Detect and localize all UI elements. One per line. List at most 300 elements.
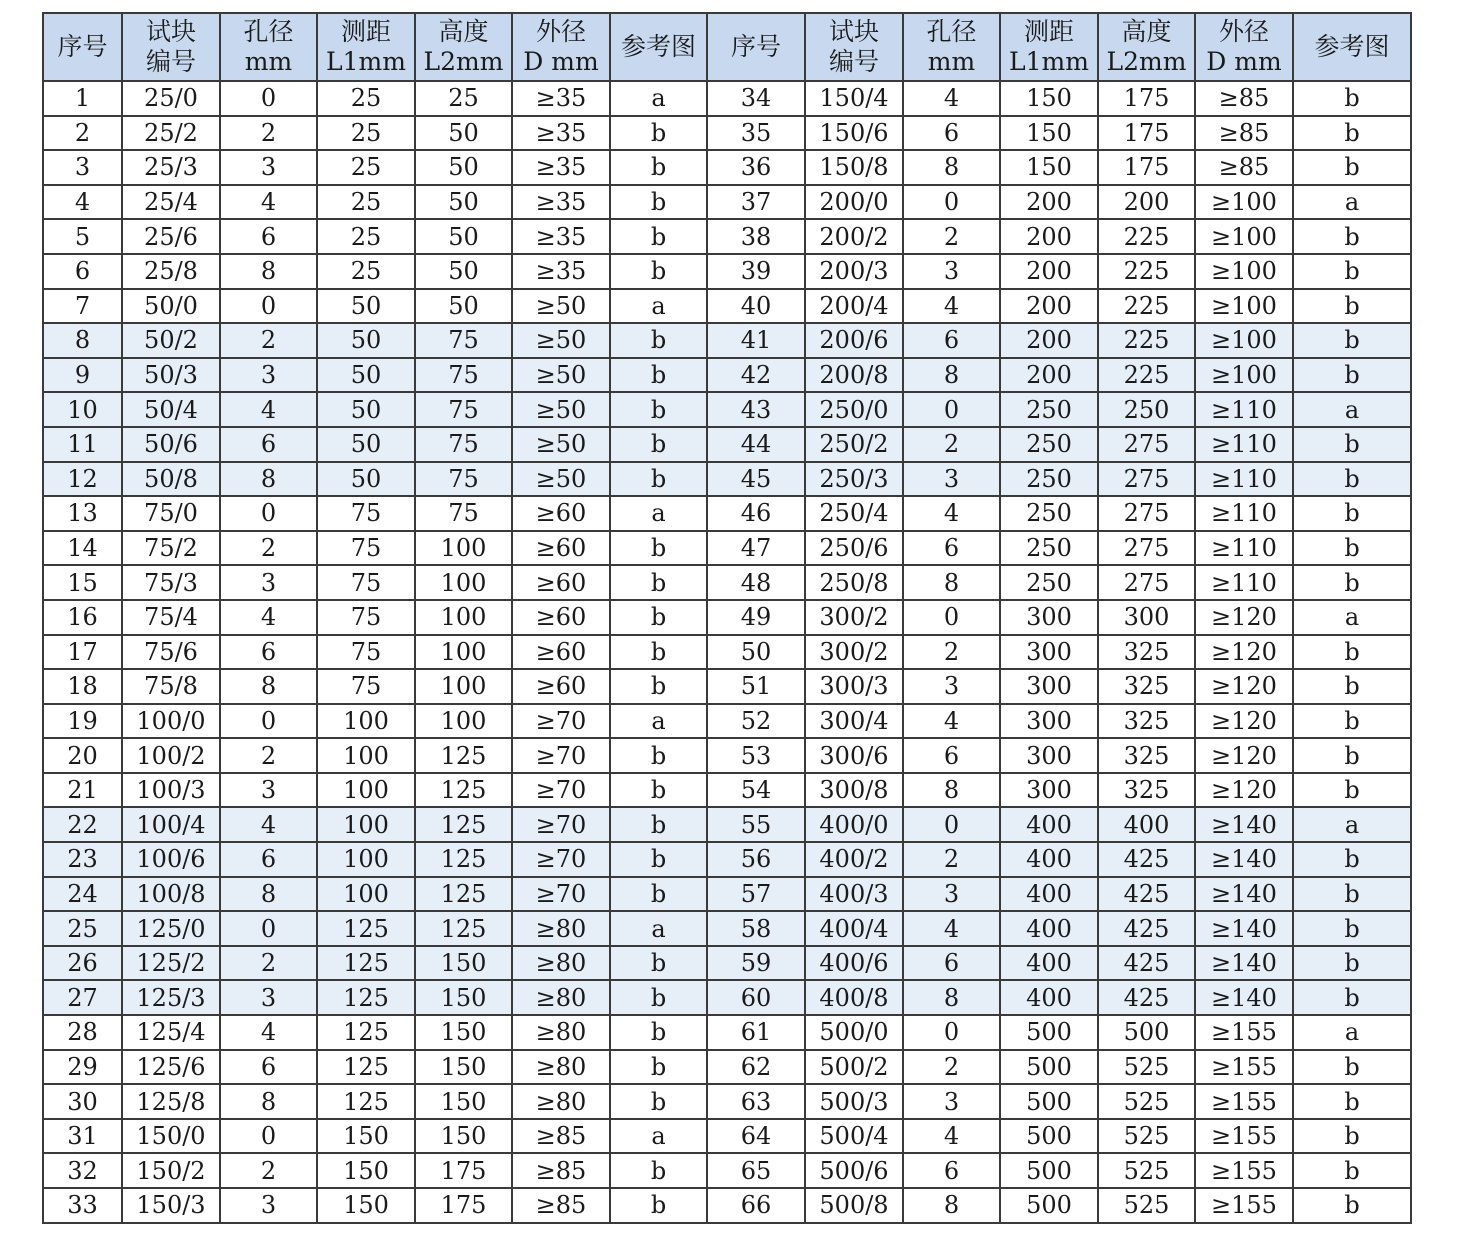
table-row <box>43 669 1411 704</box>
cell-hole-dia: 4 <box>220 185 317 220</box>
cell-ref-fig: b <box>610 1084 707 1119</box>
cell-seq: 53 <box>707 738 805 773</box>
header-label: L2mm <box>423 47 504 76</box>
header-l2-right <box>1098 13 1195 81</box>
cell-seq: 5 <box>43 219 122 254</box>
cell-block-id: 200/4 <box>805 289 903 324</box>
cell-seq: 6 <box>43 254 122 289</box>
cell-hole-dia: 2 <box>903 1050 1000 1085</box>
cell-hole-dia: 8 <box>220 669 317 704</box>
cell-l2: 525 <box>1098 1153 1195 1188</box>
cell-l1: 50 <box>317 392 415 427</box>
cell-outer-dia: ≥80 <box>512 911 610 946</box>
cell-hole-dia: 6 <box>903 323 1000 358</box>
cell-outer-dia: ≥50 <box>512 323 610 358</box>
cell-outer-dia: ≥85 <box>512 1153 610 1188</box>
cell-l2: 75 <box>415 392 512 427</box>
cell-outer-dia: ≥70 <box>512 738 610 773</box>
cell-block-id: 400/2 <box>805 842 903 877</box>
cell-hole-dia: 2 <box>220 531 317 566</box>
cell-outer-dia: ≥120 <box>1195 669 1293 704</box>
cell-l2: 75 <box>415 358 512 393</box>
cell-ref-fig: b <box>610 462 707 497</box>
cell-l1: 400 <box>1000 911 1098 946</box>
table-row <box>43 392 1411 427</box>
table-header <box>43 13 1411 81</box>
cell-block-id: 300/2 <box>805 600 903 635</box>
cell-l2: 275 <box>1098 565 1195 600</box>
cell-l1: 150 <box>1000 81 1098 116</box>
cell-ref-fig: b <box>1293 911 1411 946</box>
cell-ref-fig: b <box>1293 669 1411 704</box>
cell-block-id: 25/3 <box>122 150 220 185</box>
cell-ref-fig: b <box>610 392 707 427</box>
cell-l1: 100 <box>317 807 415 842</box>
cell-block-id: 125/6 <box>122 1050 220 1085</box>
cell-block-id: 250/3 <box>805 462 903 497</box>
cell-l2: 175 <box>1098 81 1195 116</box>
cell-l1: 500 <box>1000 1153 1098 1188</box>
cell-seq: 64 <box>707 1119 805 1154</box>
cell-seq: 61 <box>707 1015 805 1050</box>
table-row <box>43 635 1411 670</box>
header-l2-left <box>415 13 512 81</box>
table-row <box>43 531 1411 566</box>
cell-l2: 100 <box>415 565 512 600</box>
cell-hole-dia: 4 <box>903 496 1000 531</box>
cell-outer-dia: ≥50 <box>512 289 610 324</box>
cell-ref-fig: b <box>1293 1153 1411 1188</box>
cell-hole-dia: 0 <box>220 81 317 116</box>
cell-l2: 525 <box>1098 1119 1195 1154</box>
header-label: 编号 <box>828 47 879 76</box>
cell-l2: 325 <box>1098 773 1195 808</box>
cell-seq: 15 <box>43 565 122 600</box>
cell-ref-fig: b <box>1293 81 1411 116</box>
cell-outer-dia: ≥100 <box>1195 323 1293 358</box>
cell-seq: 34 <box>707 81 805 116</box>
table-row <box>43 323 1411 358</box>
cell-ref-fig: b <box>1293 1050 1411 1085</box>
cell-hole-dia: 0 <box>903 600 1000 635</box>
table-row <box>43 185 1411 220</box>
cell-seq: 20 <box>43 738 122 773</box>
table-row <box>43 946 1411 981</box>
cell-hole-dia: 4 <box>903 81 1000 116</box>
cell-l1: 125 <box>317 1050 415 1085</box>
cell-ref-fig: b <box>1293 773 1411 808</box>
cell-seq: 16 <box>43 600 122 635</box>
cell-l2: 325 <box>1098 738 1195 773</box>
cell-outer-dia: ≥80 <box>512 1015 610 1050</box>
cell-l1: 500 <box>1000 1188 1098 1223</box>
cell-outer-dia: ≥50 <box>512 462 610 497</box>
cell-block-id: 25/2 <box>122 116 220 151</box>
cell-outer-dia: ≥140 <box>1195 911 1293 946</box>
cell-hole-dia: 3 <box>220 1188 317 1223</box>
cell-block-id: 300/4 <box>805 704 903 739</box>
cell-block-id: 400/6 <box>805 946 903 981</box>
header-outer-dia-right <box>1195 13 1293 81</box>
cell-hole-dia: 6 <box>903 531 1000 566</box>
cell-outer-dia: ≥70 <box>512 807 610 842</box>
cell-seq: 58 <box>707 911 805 946</box>
table-row <box>43 1153 1411 1188</box>
cell-hole-dia: 0 <box>903 807 1000 842</box>
cell-block-id: 150/8 <box>805 150 903 185</box>
cell-hole-dia: 0 <box>220 911 317 946</box>
cell-seq: 17 <box>43 635 122 670</box>
cell-l2: 50 <box>415 219 512 254</box>
cell-l2: 325 <box>1098 704 1195 739</box>
cell-ref-fig: a <box>610 704 707 739</box>
cell-seq: 9 <box>43 358 122 393</box>
cell-l2: 25 <box>415 81 512 116</box>
cell-l1: 500 <box>1000 1050 1098 1085</box>
table-row <box>43 704 1411 739</box>
cell-hole-dia: 8 <box>903 980 1000 1015</box>
cell-block-id: 400/3 <box>805 877 903 912</box>
cell-ref-fig: b <box>610 116 707 151</box>
cell-l1: 200 <box>1000 289 1098 324</box>
cell-seq: 42 <box>707 358 805 393</box>
cell-l1: 50 <box>317 358 415 393</box>
cell-seq: 62 <box>707 1050 805 1085</box>
cell-outer-dia: ≥155 <box>1195 1153 1293 1188</box>
header-label: 外径 <box>535 17 586 46</box>
cell-seq: 38 <box>707 219 805 254</box>
cell-block-id: 500/4 <box>805 1119 903 1154</box>
cell-block-id: 300/2 <box>805 635 903 670</box>
cell-l2: 300 <box>1098 600 1195 635</box>
cell-outer-dia: ≥60 <box>512 635 610 670</box>
cell-l1: 250 <box>1000 531 1098 566</box>
cell-l2: 50 <box>415 116 512 151</box>
cell-l1: 500 <box>1000 1015 1098 1050</box>
cell-l1: 400 <box>1000 842 1098 877</box>
cell-block-id: 150/4 <box>805 81 903 116</box>
table-row <box>43 877 1411 912</box>
cell-l1: 50 <box>317 462 415 497</box>
header-ref-fig-left <box>610 13 707 81</box>
cell-hole-dia: 6 <box>903 738 1000 773</box>
table-row <box>43 565 1411 600</box>
cell-block-id: 50/0 <box>122 289 220 324</box>
cell-l2: 150 <box>415 1050 512 1085</box>
cell-l1: 250 <box>1000 462 1098 497</box>
cell-outer-dia: ≥85 <box>1195 150 1293 185</box>
cell-l2: 225 <box>1098 254 1195 289</box>
cell-seq: 14 <box>43 531 122 566</box>
cell-seq: 56 <box>707 842 805 877</box>
cell-l1: 25 <box>317 219 415 254</box>
cell-seq: 43 <box>707 392 805 427</box>
cell-outer-dia: ≥85 <box>1195 116 1293 151</box>
cell-l1: 50 <box>317 427 415 462</box>
table-row <box>43 807 1411 842</box>
cell-block-id: 75/3 <box>122 565 220 600</box>
cell-hole-dia: 3 <box>220 150 317 185</box>
cell-outer-dia: ≥155 <box>1195 1050 1293 1085</box>
cell-outer-dia: ≥70 <box>512 842 610 877</box>
cell-ref-fig: b <box>610 219 707 254</box>
cell-l2: 525 <box>1098 1050 1195 1085</box>
cell-seq: 48 <box>707 565 805 600</box>
cell-block-id: 75/8 <box>122 669 220 704</box>
table-row <box>43 1119 1411 1154</box>
cell-ref-fig: b <box>610 773 707 808</box>
cell-block-id: 125/8 <box>122 1084 220 1119</box>
cell-outer-dia: ≥120 <box>1195 600 1293 635</box>
cell-ref-fig: b <box>610 980 707 1015</box>
header-label: L2mm <box>1106 47 1187 76</box>
header-label: 参考图 <box>1314 32 1390 61</box>
cell-seq: 26 <box>43 946 122 981</box>
cell-seq: 10 <box>43 392 122 427</box>
cell-hole-dia: 2 <box>903 842 1000 877</box>
cell-l2: 425 <box>1098 980 1195 1015</box>
cell-seq: 25 <box>43 911 122 946</box>
header-l1-right <box>1000 13 1098 81</box>
cell-seq: 41 <box>707 323 805 358</box>
cell-outer-dia: ≥100 <box>1195 219 1293 254</box>
cell-l2: 125 <box>415 842 512 877</box>
cell-l2: 175 <box>415 1153 512 1188</box>
cell-seq: 31 <box>43 1119 122 1154</box>
header-label: 外径 <box>1218 17 1269 46</box>
cell-seq: 4 <box>43 185 122 220</box>
cell-hole-dia: 3 <box>903 1084 1000 1119</box>
cell-l2: 225 <box>1098 289 1195 324</box>
test-block-table <box>42 12 1412 1224</box>
cell-block-id: 50/2 <box>122 323 220 358</box>
cell-l2: 125 <box>415 738 512 773</box>
cell-seq: 47 <box>707 531 805 566</box>
cell-block-id: 400/8 <box>805 980 903 1015</box>
cell-outer-dia: ≥155 <box>1195 1015 1293 1050</box>
cell-hole-dia: 4 <box>220 392 317 427</box>
cell-hole-dia: 0 <box>220 289 317 324</box>
cell-l1: 150 <box>317 1153 415 1188</box>
cell-l2: 50 <box>415 185 512 220</box>
header-label: D mm <box>1206 47 1282 76</box>
cell-l1: 200 <box>1000 358 1098 393</box>
cell-ref-fig: b <box>1293 704 1411 739</box>
cell-hole-dia: 0 <box>220 496 317 531</box>
cell-outer-dia: ≥35 <box>512 219 610 254</box>
cell-hole-dia: 8 <box>903 1188 1000 1223</box>
cell-outer-dia: ≥80 <box>512 1084 610 1119</box>
cell-l2: 75 <box>415 427 512 462</box>
cell-hole-dia: 0 <box>220 1119 317 1154</box>
cell-seq: 18 <box>43 669 122 704</box>
cell-outer-dia: ≥85 <box>512 1188 610 1223</box>
header-l1-left <box>317 13 415 81</box>
cell-seq: 23 <box>43 842 122 877</box>
cell-seq: 63 <box>707 1084 805 1119</box>
cell-block-id: 25/0 <box>122 81 220 116</box>
cell-outer-dia: ≥140 <box>1195 946 1293 981</box>
cell-hole-dia: 8 <box>220 1084 317 1119</box>
cell-hole-dia: 3 <box>903 254 1000 289</box>
cell-l2: 100 <box>415 600 512 635</box>
cell-seq: 3 <box>43 150 122 185</box>
cell-ref-fig: b <box>610 323 707 358</box>
cell-l2: 150 <box>415 980 512 1015</box>
cell-hole-dia: 6 <box>220 842 317 877</box>
cell-block-id: 500/8 <box>805 1188 903 1223</box>
table-row <box>43 980 1411 1015</box>
cell-outer-dia: ≥140 <box>1195 980 1293 1015</box>
header-label: 序号 <box>57 32 108 61</box>
header-label: 测距 <box>1023 17 1074 46</box>
header-label: 参考图 <box>620 32 696 61</box>
header-label: mm <box>244 47 293 76</box>
cell-hole-dia: 2 <box>220 323 317 358</box>
cell-ref-fig: b <box>1293 116 1411 151</box>
cell-hole-dia: 6 <box>903 1153 1000 1188</box>
header-label: L1mm <box>1009 47 1089 76</box>
header-label: L1mm <box>326 47 406 76</box>
cell-block-id: 25/8 <box>122 254 220 289</box>
table-row <box>43 1084 1411 1119</box>
cell-hole-dia: 3 <box>903 462 1000 497</box>
table-body <box>43 81 1411 1223</box>
table-row <box>43 911 1411 946</box>
cell-hole-dia: 0 <box>903 185 1000 220</box>
cell-hole-dia: 3 <box>220 565 317 600</box>
cell-seq: 13 <box>43 496 122 531</box>
header-seq-left <box>43 13 122 81</box>
cell-seq: 27 <box>43 980 122 1015</box>
cell-l1: 125 <box>317 980 415 1015</box>
cell-ref-fig: b <box>1293 462 1411 497</box>
cell-l2: 100 <box>415 704 512 739</box>
cell-outer-dia: ≥50 <box>512 358 610 393</box>
cell-block-id: 125/3 <box>122 980 220 1015</box>
cell-l1: 125 <box>317 946 415 981</box>
cell-ref-fig: b <box>610 669 707 704</box>
cell-seq: 7 <box>43 289 122 324</box>
cell-ref-fig: b <box>610 427 707 462</box>
cell-l1: 150 <box>1000 116 1098 151</box>
cell-block-id: 200/2 <box>805 219 903 254</box>
cell-l2: 75 <box>415 462 512 497</box>
cell-l1: 400 <box>1000 807 1098 842</box>
cell-block-id: 300/3 <box>805 669 903 704</box>
cell-hole-dia: 2 <box>220 116 317 151</box>
cell-outer-dia: ≥35 <box>512 150 610 185</box>
cell-l2: 75 <box>415 496 512 531</box>
cell-ref-fig: a <box>1293 392 1411 427</box>
cell-block-id: 150/3 <box>122 1188 220 1223</box>
cell-l1: 100 <box>317 877 415 912</box>
cell-ref-fig: b <box>610 738 707 773</box>
table-row <box>43 842 1411 877</box>
cell-seq: 2 <box>43 116 122 151</box>
table-row <box>43 358 1411 393</box>
cell-seq: 55 <box>707 807 805 842</box>
cell-l2: 425 <box>1098 877 1195 912</box>
cell-l1: 25 <box>317 116 415 151</box>
cell-l1: 250 <box>1000 496 1098 531</box>
cell-hole-dia: 2 <box>220 738 317 773</box>
cell-l2: 525 <box>1098 1084 1195 1119</box>
cell-l1: 100 <box>317 842 415 877</box>
cell-l2: 50 <box>415 254 512 289</box>
cell-block-id: 100/2 <box>122 738 220 773</box>
cell-seq: 45 <box>707 462 805 497</box>
cell-l1: 75 <box>317 496 415 531</box>
cell-block-id: 125/0 <box>122 911 220 946</box>
cell-hole-dia: 6 <box>220 219 317 254</box>
cell-ref-fig: b <box>1293 635 1411 670</box>
cell-seq: 52 <box>707 704 805 739</box>
cell-l2: 325 <box>1098 669 1195 704</box>
cell-ref-fig: b <box>610 1015 707 1050</box>
cell-hole-dia: 0 <box>220 704 317 739</box>
header-label: 孔径 <box>926 17 977 46</box>
cell-outer-dia: ≥100 <box>1195 254 1293 289</box>
cell-seq: 1 <box>43 81 122 116</box>
cell-outer-dia: ≥35 <box>512 81 610 116</box>
cell-outer-dia: ≥70 <box>512 704 610 739</box>
cell-seq: 22 <box>43 807 122 842</box>
table-row <box>43 1188 1411 1223</box>
cell-seq: 60 <box>707 980 805 1015</box>
header-block-id-right <box>805 13 903 81</box>
cell-seq: 39 <box>707 254 805 289</box>
cell-l2: 275 <box>1098 531 1195 566</box>
cell-seq: 57 <box>707 877 805 912</box>
cell-ref-fig: b <box>1293 150 1411 185</box>
cell-l1: 400 <box>1000 980 1098 1015</box>
cell-l1: 125 <box>317 911 415 946</box>
cell-seq: 54 <box>707 773 805 808</box>
cell-seq: 30 <box>43 1084 122 1119</box>
cell-hole-dia: 4 <box>220 1015 317 1050</box>
cell-l1: 200 <box>1000 254 1098 289</box>
table-row <box>43 81 1411 116</box>
cell-ref-fig: b <box>610 1188 707 1223</box>
cell-ref-fig: a <box>1293 600 1411 635</box>
cell-outer-dia: ≥50 <box>512 427 610 462</box>
cell-ref-fig: a <box>610 911 707 946</box>
cell-hole-dia: 0 <box>903 392 1000 427</box>
cell-l2: 125 <box>415 773 512 808</box>
cell-seq: 11 <box>43 427 122 462</box>
cell-l2: 125 <box>415 807 512 842</box>
cell-l1: 50 <box>317 289 415 324</box>
cell-l1: 150 <box>1000 150 1098 185</box>
cell-ref-fig: a <box>610 496 707 531</box>
cell-l2: 500 <box>1098 1015 1195 1050</box>
cell-l1: 300 <box>1000 600 1098 635</box>
header-hole-dia-left <box>220 13 317 81</box>
cell-hole-dia: 6 <box>220 1050 317 1085</box>
cell-ref-fig: a <box>610 289 707 324</box>
cell-ref-fig: b <box>610 1153 707 1188</box>
cell-block-id: 75/2 <box>122 531 220 566</box>
cell-l2: 150 <box>415 946 512 981</box>
cell-l1: 125 <box>317 1084 415 1119</box>
cell-block-id: 250/4 <box>805 496 903 531</box>
cell-l1: 75 <box>317 531 415 566</box>
cell-hole-dia: 6 <box>903 116 1000 151</box>
cell-outer-dia: ≥110 <box>1195 462 1293 497</box>
cell-ref-fig: b <box>610 185 707 220</box>
table-row <box>43 150 1411 185</box>
